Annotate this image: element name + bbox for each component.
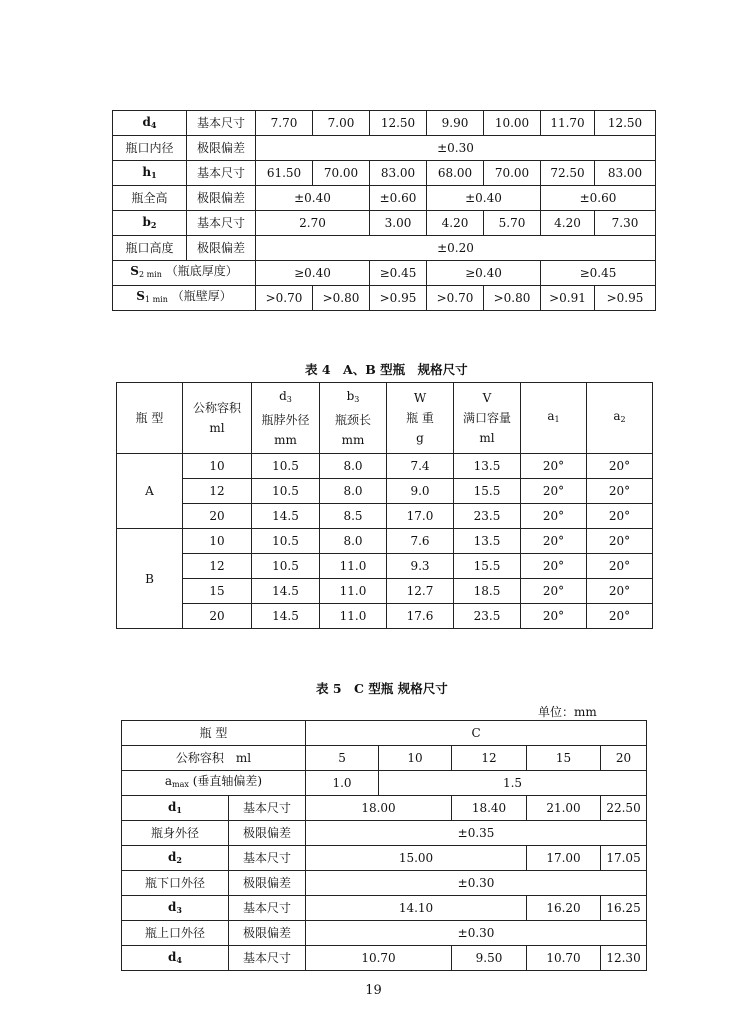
amax-label: $a_{max}$ (垂直轴偏差) [122, 771, 306, 796]
cell: 20° [521, 579, 587, 604]
cell: ±0.30 [256, 136, 656, 161]
table5-caption: 表 5 C 型瓶 规格尺寸 [316, 681, 448, 696]
cell: 11.0 [320, 604, 387, 629]
cell: 18.40 [452, 796, 527, 821]
cell: 14.5 [252, 579, 320, 604]
cell: 12.7 [387, 579, 454, 604]
table5-capacity-row [122, 746, 647, 771]
cell: 14.10 [306, 896, 527, 921]
table3-b2-basic-row [113, 211, 656, 236]
cell: >0.80 [484, 286, 541, 311]
cell: 15.5 [454, 479, 521, 504]
cell: 10.70 [527, 946, 601, 971]
cell: 16.25 [601, 896, 647, 921]
cell: 11.0 [320, 579, 387, 604]
table3 [112, 110, 656, 311]
cell: 10.5 [252, 554, 320, 579]
param-name: 瓶上口外径 [122, 921, 229, 946]
cell: 83.00 [595, 161, 656, 186]
cell: ±0.35 [306, 821, 647, 846]
table-row [117, 529, 653, 554]
cell: 10.5 [252, 479, 320, 504]
header-a2: $a_2$ [587, 383, 653, 454]
s2-label: $S_{2 min}$ （瓶底厚度） [113, 261, 256, 286]
param-name: 瓶身外径 [122, 821, 229, 846]
cell: 13.5 [454, 529, 521, 554]
cell: >0.70 [427, 286, 484, 311]
param-d4-symbol: $d_4$ [122, 946, 229, 971]
tol-label: 极限偏差 [187, 186, 256, 211]
cell: 10.00 [484, 111, 541, 136]
cell: 7.6 [387, 529, 454, 554]
cell: 10.5 [252, 529, 320, 554]
cell: 7.4 [387, 454, 454, 479]
cell: ≥0.45 [370, 261, 427, 286]
header-weight: W 瓶 重 g [387, 383, 454, 454]
cell: 20° [587, 529, 653, 554]
cell: 20° [587, 479, 653, 504]
param-name: 瓶口高度 [113, 236, 187, 261]
type-value: C [306, 721, 647, 746]
cell: 15 [183, 579, 252, 604]
param-h1-symbol: $h_1$ [113, 161, 187, 186]
header-b3: $b_3$ 瓶颈长 mm [320, 383, 387, 454]
cell: 20° [521, 604, 587, 629]
cell: 1.5 [379, 771, 647, 796]
cell: ≥0.40 [256, 261, 370, 286]
param-b2-symbol: $b_2$ [113, 211, 187, 236]
param-d2-symbol: $d_2$ [122, 846, 229, 871]
table3-s2-row [113, 261, 656, 286]
cell: 12.50 [595, 111, 656, 136]
cell: ±0.20 [256, 236, 656, 261]
cell: 12.30 [601, 946, 647, 971]
table-row [117, 454, 653, 479]
table5-d1-tol-row [122, 821, 647, 846]
cell: 20° [521, 504, 587, 529]
cell: 22.50 [601, 796, 647, 821]
param-name: 瓶下口外径 [122, 871, 229, 896]
cell: 21.00 [527, 796, 601, 821]
type-label: 瓶 型 [122, 721, 306, 746]
header-a1: $a_1$ [521, 383, 587, 454]
basic-label: 基本尺寸 [229, 946, 306, 971]
cell: 20° [587, 604, 653, 629]
tol-label: 极限偏差 [229, 921, 306, 946]
cell: >0.91 [541, 286, 595, 311]
cell: 17.00 [527, 846, 601, 871]
cell: 9.3 [387, 554, 454, 579]
cell: 20° [587, 579, 653, 604]
cell: 9.90 [427, 111, 484, 136]
cell: 14.5 [252, 504, 320, 529]
cell: 20° [521, 479, 587, 504]
cell: 15 [527, 746, 601, 771]
cell: ±0.60 [541, 186, 656, 211]
table-row [117, 554, 653, 579]
cell: 23.5 [454, 504, 521, 529]
cell: 17.6 [387, 604, 454, 629]
cell: 20° [587, 454, 653, 479]
table5-unit: 单位：mm [538, 705, 597, 719]
table5 [121, 720, 647, 971]
cell: 17.05 [601, 846, 647, 871]
cell: 70.00 [484, 161, 541, 186]
cell: >0.95 [370, 286, 427, 311]
tol-label: 极限偏差 [187, 136, 256, 161]
table3-s1-row [113, 286, 656, 311]
cell: 20° [521, 554, 587, 579]
cell: 18.00 [306, 796, 452, 821]
cell: 61.50 [256, 161, 313, 186]
cell: 7.70 [256, 111, 313, 136]
param-d3-symbol: $d_3$ [122, 896, 229, 921]
table3-d4-basic-row [113, 111, 656, 136]
capacity-label: 公称容积 ml [122, 746, 306, 771]
param-d1-symbol: $d_1$ [122, 796, 229, 821]
cell: 7.30 [595, 211, 656, 236]
cell: >0.80 [313, 286, 370, 311]
table-row [117, 579, 653, 604]
cell: 12 [183, 479, 252, 504]
cell: 8.0 [320, 454, 387, 479]
table-row [117, 504, 653, 529]
header-volume: V 满口容量 ml [454, 383, 521, 454]
cell: ±0.40 [256, 186, 370, 211]
basic-label: 基本尺寸 [187, 211, 256, 236]
cell: 1.0 [306, 771, 379, 796]
cell: 8.5 [320, 504, 387, 529]
cell: 10 [379, 746, 452, 771]
cell: 12 [452, 746, 527, 771]
basic-label: 基本尺寸 [187, 161, 256, 186]
cell: 10 [183, 529, 252, 554]
header-d3: $d_3$ 瓶脖外径 mm [252, 383, 320, 454]
table5-amax-row [122, 771, 647, 796]
cell: 5 [306, 746, 379, 771]
tol-label: 极限偏差 [229, 871, 306, 896]
table-row [117, 479, 653, 504]
table4-header-row [117, 383, 653, 454]
header-type: 瓶 型 [117, 383, 183, 454]
table3-d4-tol-row [113, 136, 656, 161]
cell: 9.50 [452, 946, 527, 971]
table5-d4-basic-row [122, 946, 647, 971]
basic-label: 基本尺寸 [229, 846, 306, 871]
table3-h1-tol-row [113, 186, 656, 211]
cell: 20 [601, 746, 647, 771]
cell: 20° [521, 529, 587, 554]
basic-label: 基本尺寸 [229, 796, 306, 821]
table5-d2-basic-row [122, 846, 647, 871]
cell: 11.70 [541, 111, 595, 136]
table5-type-row [122, 721, 647, 746]
cell: 20 [183, 504, 252, 529]
table5-d1-basic-row [122, 796, 647, 821]
tol-label: 极限偏差 [229, 821, 306, 846]
cell: ±0.40 [427, 186, 541, 211]
table5-d2-tol-row [122, 871, 647, 896]
cell: ±0.30 [306, 871, 647, 896]
cell: >0.95 [595, 286, 656, 311]
cell: 83.00 [370, 161, 427, 186]
cell: 12 [183, 554, 252, 579]
cell: 15.5 [454, 554, 521, 579]
table5-d3-tol-row [122, 921, 647, 946]
table5-d3-basic-row [122, 896, 647, 921]
cell: 18.5 [454, 579, 521, 604]
cell: 10.70 [306, 946, 452, 971]
cell: 68.00 [427, 161, 484, 186]
basic-label: 基本尺寸 [229, 896, 306, 921]
cell: 2.70 [256, 211, 370, 236]
cell: 72.50 [541, 161, 595, 186]
table3-b2-tol-row [113, 236, 656, 261]
param-d4-symbol: $d_4$ [113, 111, 187, 136]
table-row [117, 604, 653, 629]
table4 [116, 382, 653, 629]
cell: 9.0 [387, 479, 454, 504]
cell: 5.70 [484, 211, 541, 236]
cell: 4.20 [541, 211, 595, 236]
tol-label: 极限偏差 [187, 236, 256, 261]
cell: 20° [521, 454, 587, 479]
cell: 12.50 [370, 111, 427, 136]
type-b: B [117, 529, 183, 629]
cell: ≥0.45 [541, 261, 656, 286]
cell: 20 [183, 604, 252, 629]
cell: 14.5 [252, 604, 320, 629]
page-number: 19 [365, 983, 382, 998]
cell: 3.00 [370, 211, 427, 236]
cell: 4.20 [427, 211, 484, 236]
cell: 17.0 [387, 504, 454, 529]
param-name: 瓶全高 [113, 186, 187, 211]
cell: 70.00 [313, 161, 370, 186]
table4-caption: 表 4 A、B 型瓶 规格尺寸 [305, 362, 468, 377]
cell: >0.70 [256, 286, 313, 311]
cell: 23.5 [454, 604, 521, 629]
cell: 20° [587, 504, 653, 529]
type-a: A [117, 454, 183, 529]
cell: ±0.30 [306, 921, 647, 946]
param-name: 瓶口内径 [113, 136, 187, 161]
cell: 8.0 [320, 529, 387, 554]
basic-label: 基本尺寸 [187, 111, 256, 136]
cell: ±0.60 [370, 186, 427, 211]
cell: 8.0 [320, 479, 387, 504]
cell: 10.5 [252, 454, 320, 479]
cell: 20° [587, 554, 653, 579]
header-capacity: 公称容积 ml [183, 383, 252, 454]
cell: 16.20 [527, 896, 601, 921]
cell: ≥0.40 [427, 261, 541, 286]
cell: 15.00 [306, 846, 527, 871]
table3-h1-basic-row [113, 161, 656, 186]
cell: 13.5 [454, 454, 521, 479]
cell: 10 [183, 454, 252, 479]
cell: 11.0 [320, 554, 387, 579]
s1-label: $S_{1 min}$ （瓶壁厚） [113, 286, 256, 311]
cell: 7.00 [313, 111, 370, 136]
